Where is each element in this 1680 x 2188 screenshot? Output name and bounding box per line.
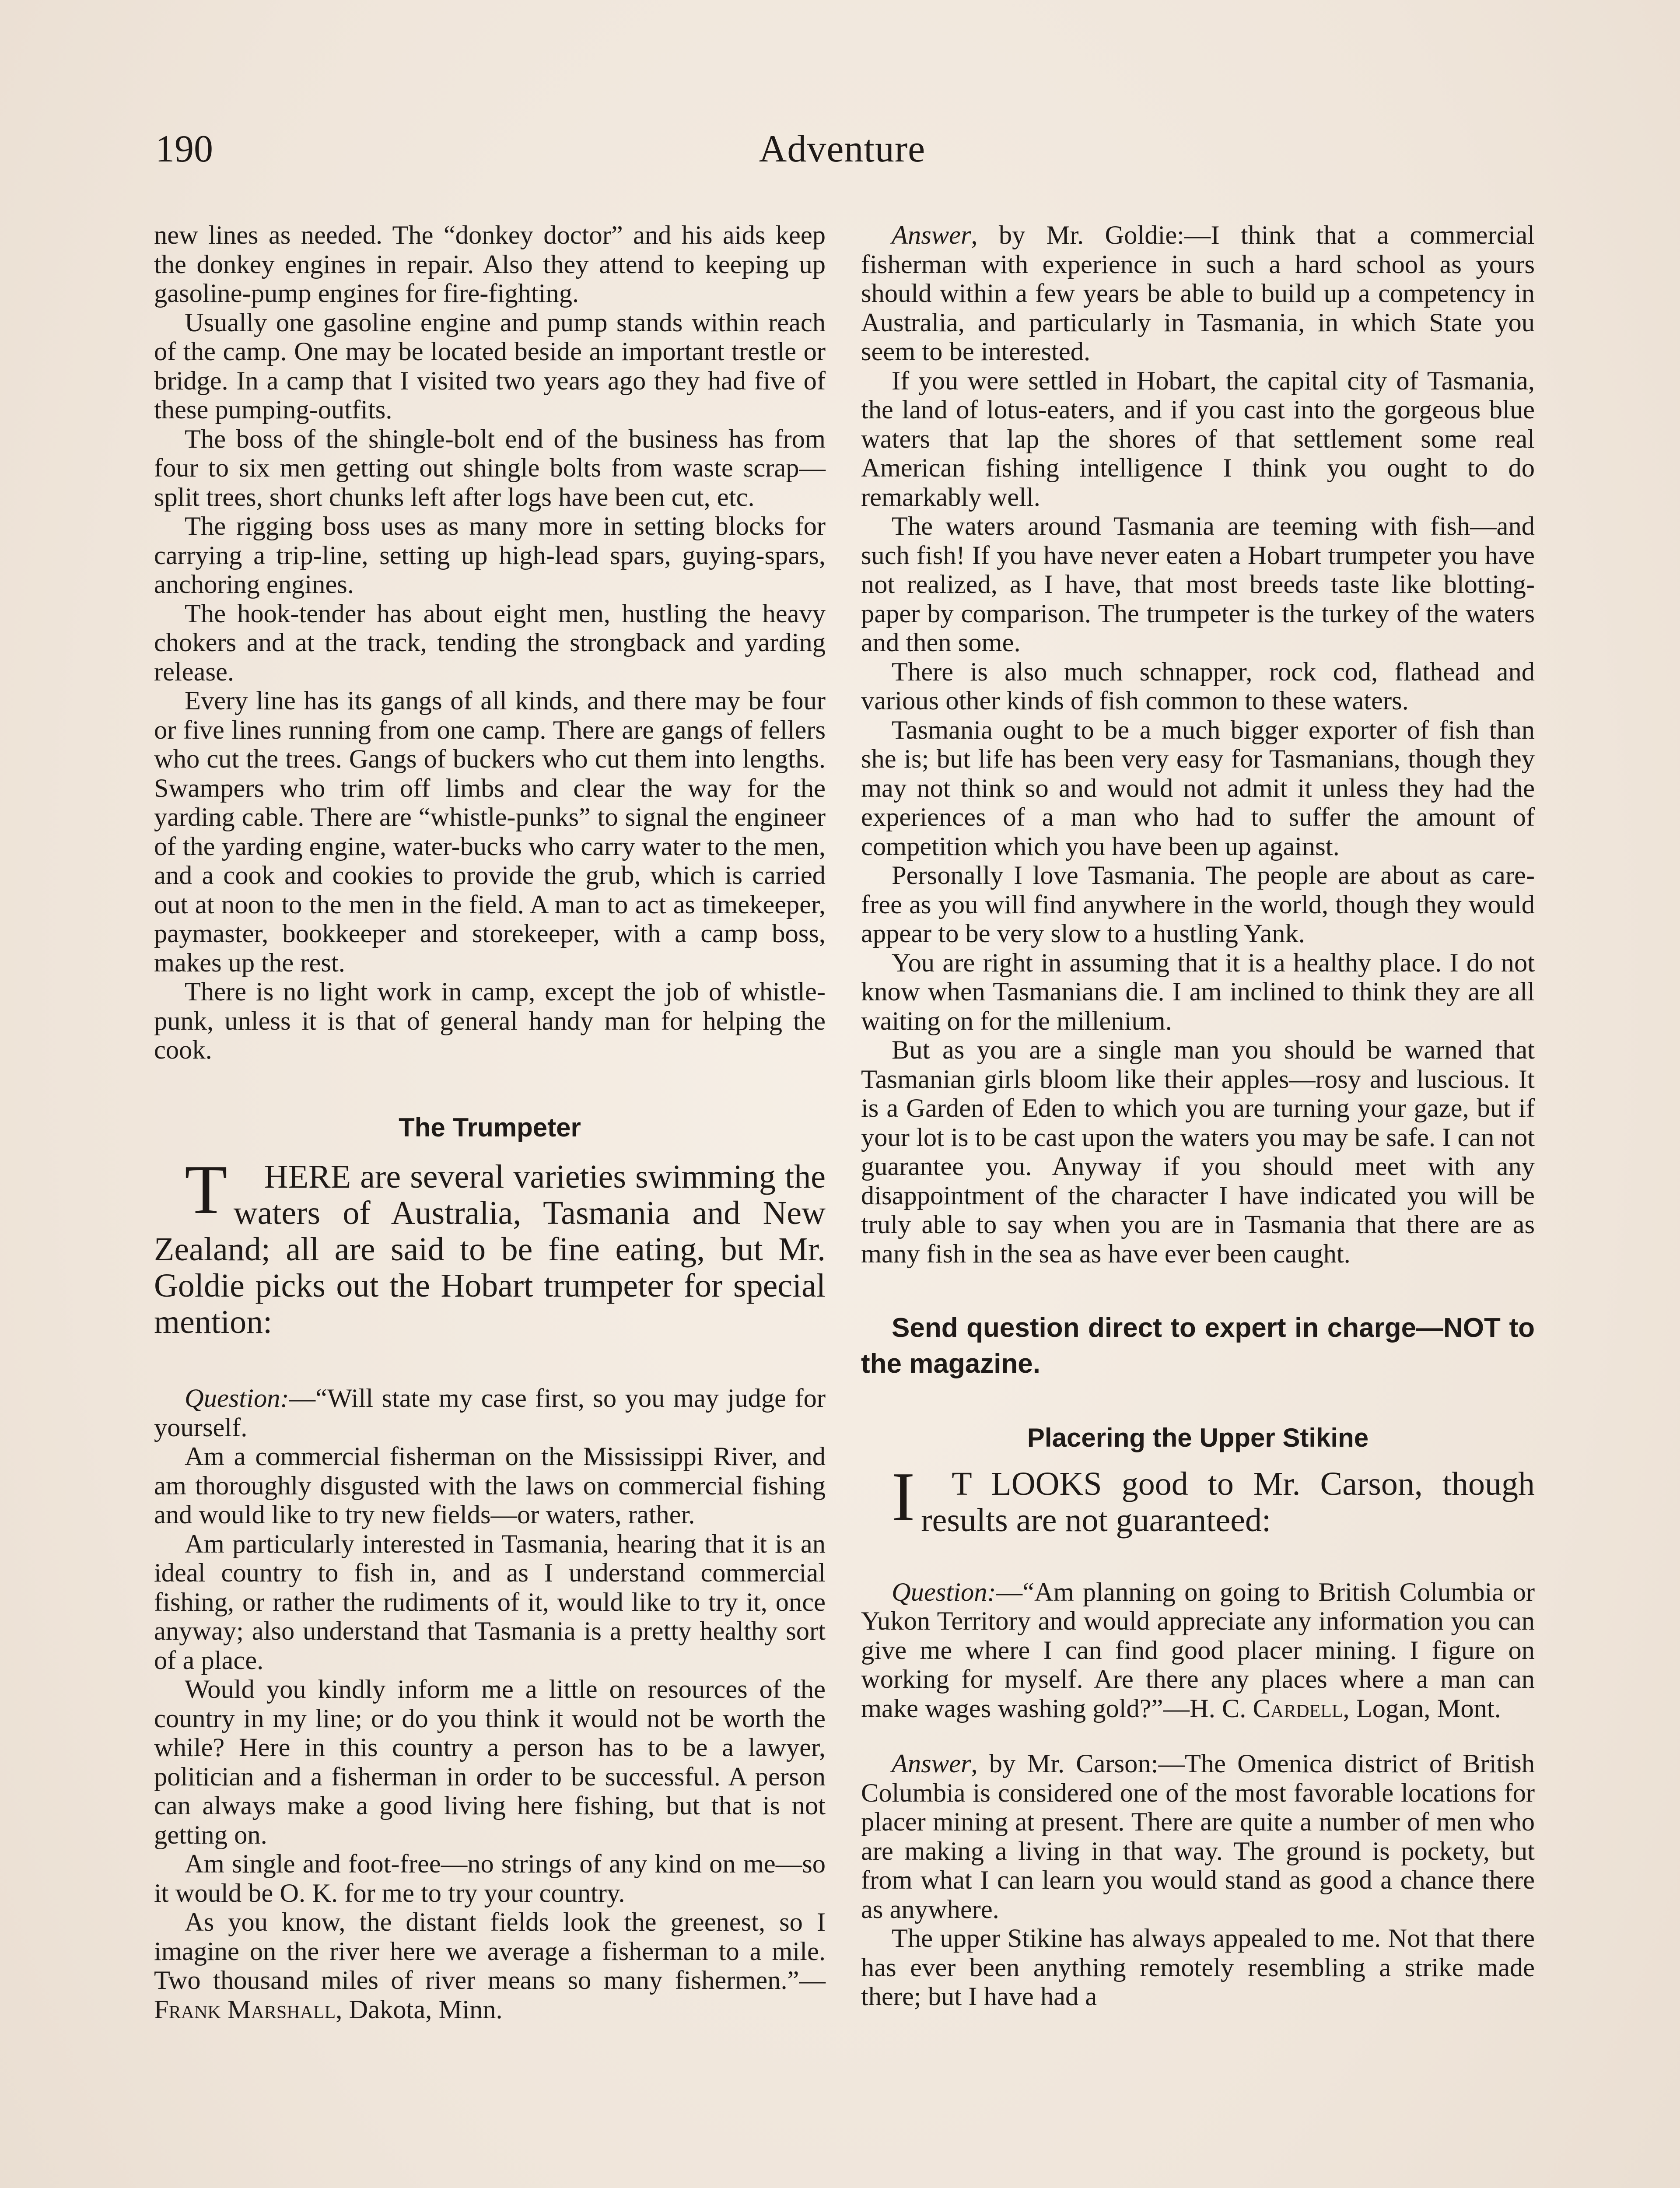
page-number: 190 [155, 128, 213, 170]
signature-name: Frank Marshall [154, 1995, 336, 2024]
answer-lead: , by Mr. Carson: [971, 1749, 1158, 1778]
question-label: Question: [185, 1384, 289, 1413]
left-column [154, 221, 826, 2024]
signature-location: , Logan, Mont. [1343, 1694, 1501, 1723]
paragraph: Am single and foot-free—no strings of any kind on me—so it would be O. K. for me to try your country. [154, 1849, 826, 1908]
signature-location: , Dakota, Minn. [336, 1995, 503, 2024]
paragraph: The upper Stikine has always appealed to me. Not that there has ever been anything remotely resembling a strike made there; but I have had a [861, 1924, 1535, 2011]
answer-text: —I think that a commercial fisherman with experience in such a hard school as yours should within a few years be able to build up a competency in Australia, and particularly in Tasmania, in which State you seem to be interested. [861, 221, 1535, 366]
paragraph: Would you kindly inform me a little on resources of the country in my line; or do you think it would not be worth the while? Here in this country a person has to be a lawyer, politician and a fisherman in order to be successful. A person can always make a good living here fishing, but that is not getting on. [154, 1675, 826, 1850]
paragraph: The rigging boss uses as many more in setting blocks for carrying a trip-line, setting up high-lead spars, guying-spars, anchoring engines. [154, 512, 826, 599]
question-text: —“Am planning on going to British Columbia or Yukon Territory and would appreciate any information you can give me where I can find good placer mining. I figure on working for myself. Are there any places where a man can make wages washing gold?”— [861, 1577, 1535, 1723]
signature-name: H. C. Cardell [1190, 1694, 1343, 1723]
drop-cap: I [892, 1457, 915, 1536]
question-paragraph [154, 1384, 826, 1442]
question-text: —“Will state my case first, so you may judge for yourself. [154, 1384, 826, 1442]
answer-label: Answer [892, 1749, 971, 1778]
drop-cap: T [185, 1150, 228, 1228]
paragraph: The waters around Tasmania are teeming with fish—and such fish! If you have never eaten a Hobart trumpeter you have not realized, as I have, that most breeds taste like blotting-paper by comparison. The trumpeter is the turkey of the waters and then some. [861, 512, 1535, 657]
paragraph: If you were settled in Hobart, the capital city of Tasmania, the land of lotus-eaters, and if you cast into the gorgeous blue waters that lap the shores of that settlement some real American fishing intelligence I think you ought to do remarkably well. [861, 366, 1535, 512]
running-title: Adventure [759, 128, 926, 170]
paragraph: There is no light work in camp, except the job of whistle-punk, unless it is that of general handy man for helping the cook. [154, 977, 826, 1065]
section-heading-stikine: Placering the Upper Stikine [1027, 1423, 1369, 1452]
paragraph: Usually one gasoline engine and pump stands within reach of the camp. One may be located beside an important trestle or bridge. In a camp that I visited two years ago they had five of these pumping-outfits. [154, 308, 826, 424]
paragraph: Tasmania ought to be a much bigger exporter of fish than she is; but life has been very easy for Tasmanians, though they may not think so and would not admit it unless they had the experiences of a man who had to suffer the amount of competition which you have been up against. [861, 715, 1535, 861]
paragraph: Every line has its gangs of all kinds, and there may be four or five lines running from one camp. There are gangs of fellers who cut the trees. Gangs of buckers who cut them into lengths. Swampers who trim off limbs and clear the way for the yarding cable. There are “whistle-punks” to signal the engineer of the yarding engine, water-bucks who carry water to the men, and a cook and cookies to provide the grub, which is carried out at noon to the men in the field. A man to act as timekeeper, paymaster, bookkeeper and storekeeper, with a camp boss, makes up the rest. [154, 686, 826, 978]
paragraph: You are right in assuming that it is a healthy place. I do not know when Tasmanians die. I am inclined to think they are all waiting on for the millenium. [861, 948, 1535, 1036]
answer-paragraph [861, 221, 1535, 367]
paragraph: There is also much schnapper, rock cod, flathead and various other kinds of fish common to these waters. [861, 657, 1535, 715]
paragraph: Personally I love Tasmania. The people are about as care-free as you will find anywhere in the world, though they would appear to be very slow to a hustling Yank. [861, 861, 1535, 948]
right-column [861, 221, 1535, 2012]
intro-text: T LOOKS good to Mr. Carson, though results are not guaranteed: [921, 1465, 1535, 1539]
answer-text: —The Omenica district of British Columbia is considered one of the most favorable locations for placer mining at present. There are quite a number of men who are making a living in that way. The ground is pockety, but from what I can learn you would stand as good a chance there as anywhere. [861, 1749, 1535, 1924]
answer-lead: , by Mr. Goldie: [971, 221, 1184, 250]
paragraph: But as you are a single man you should be warned that Tasmanian girls bloom like their apples—rosy and luscious. It is a Garden of Eden to which you are turning your gaze, but if your lot is to be cast upon the waters you may be safe. I can not guarantee you. Anyway if you should meet with any disappointment of the character I have indicated you will be truly able to say when you are in Tasmania that there are as many fish in the sea as have ever been caught. [861, 1035, 1535, 1269]
paragraph: Am a commercial fisherman on the Mississippi River, and am thoroughly disgusted with the laws on commercial fishing and would like to try new fields—or waters, rather. [154, 1442, 826, 1529]
question-label: Question: [892, 1577, 996, 1607]
section-intro [861, 1457, 1535, 1539]
paragraph: Am particularly interested in Tasmania, hearing that it is an ideal country to fish in, and as I understand commercial fishing, or rather the rudiments of it, would like to try it, once anyway; also understand that Tasmania is a pretty healthy sort of a place. [154, 1529, 826, 1675]
question-text: As you know, the distant fields look the greenest, so I imagine on the river here we average a fisherman to a mile. Two thousand miles of river means so many fishermen.”— [154, 1907, 826, 1995]
question-paragraph [861, 1578, 1535, 1724]
answer-label: Answer [892, 221, 971, 250]
paragraph: The boss of the shingle-bolt end of the business has from four to six men getting out shingle bolts from waste scrap—split trees, short chunks left after logs have been cut, etc. [154, 424, 826, 512]
section-heading-trumpeter: The Trumpeter [399, 1112, 581, 1142]
answer-paragraph [861, 1750, 1535, 1924]
page-header [155, 127, 1529, 184]
section-intro [154, 1150, 826, 1340]
paragraph: The hook-tender has about eight men, hustling the heavy chokers and at the track, tending the strongback and yarding release. [154, 599, 826, 687]
paragraph [154, 1908, 826, 2024]
paragraph: new lines as needed. The “donkey doctor” and his aids keep the donkey engines in repair. Also they attend to keeping up gasoline-pump engines for fire-fighting. [154, 221, 826, 308]
editorial-notice: Send question direct to expert in charge—NOT to the magazine. [861, 1313, 1535, 1379]
intro-text: HERE are several varieties swimming the waters of Australia, Tasmania and New Zealand; all are said to be fine eating, but Mr. Goldie picks out the Hobart trumpeter for special mention: [154, 1158, 826, 1340]
